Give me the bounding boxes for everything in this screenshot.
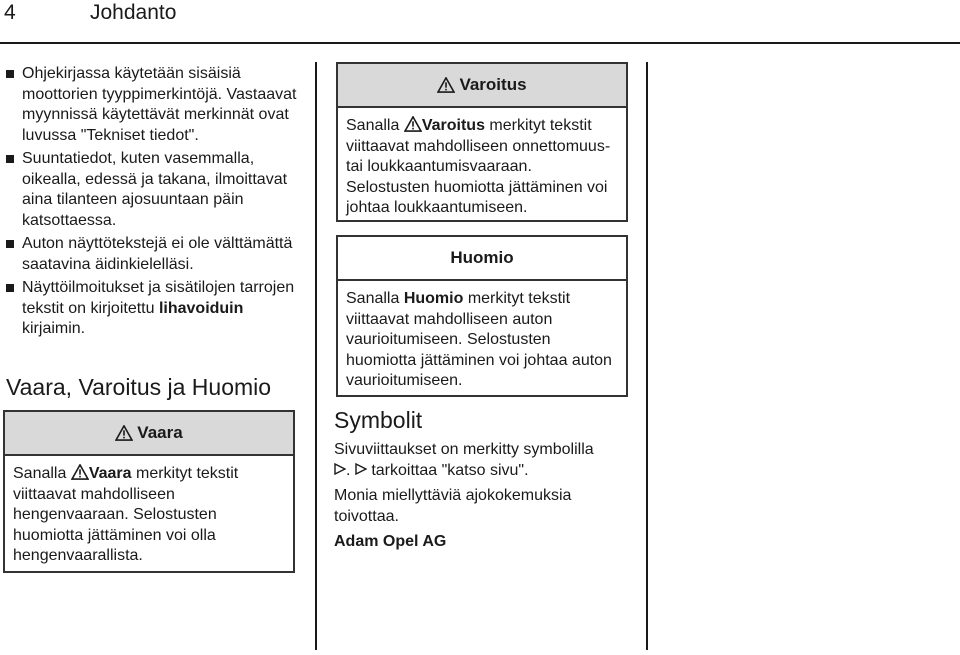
bullet-square-icon xyxy=(6,155,14,163)
warning-box-title: Varoitus xyxy=(459,75,527,94)
danger-box-body: Sanalla Vaara merkityt tekstit viittaavat mahdolliseen hengenvaaraan. Selostusten huomiotta jättäminen voi olla hengenvaarallista. xyxy=(13,465,239,564)
danger-box-header xyxy=(5,412,293,456)
warning-box xyxy=(336,62,628,222)
chapter-title: Johdanto xyxy=(90,1,177,24)
page-number: 4 xyxy=(4,1,16,24)
warning-triangle-icon xyxy=(404,116,422,132)
closing-paragraph: Monia miellyttäviä ajokokemuksia toivottaa. xyxy=(334,487,572,525)
signature: Adam Opel AG xyxy=(334,533,447,550)
bullet-square-icon xyxy=(6,240,14,248)
page-reference-arrow-icon xyxy=(355,463,367,475)
caution-box-header xyxy=(338,237,626,281)
page-header xyxy=(0,0,960,44)
warning-triangle-icon xyxy=(115,425,133,441)
danger-box xyxy=(3,410,295,573)
list-item: Auton näyttötekstejä ei ole välttämättä saatavina äidinkielelläsi. xyxy=(6,234,298,275)
bullet-list xyxy=(6,64,298,343)
list-item: Näyttöilmoitukset ja sisätilojen tarrojen tekstit on kirjoitettu lihavoiduin kirjaimin. xyxy=(6,278,298,340)
symbols-paragraph: Sivuviittaukset on merkitty symbolilla . tarkoittaa "katso sivu". xyxy=(334,441,594,479)
bold-term: lihavoiduin xyxy=(158,299,244,317)
list-item: Ohjekirjassa käytetään sisäisiä moottorien tyyppimerkintöjä. Vastaavat myynnissä käytettävät merkinnät ovat luvussa "Tekniset tiedot". xyxy=(6,64,298,146)
header-rule xyxy=(0,42,960,44)
list-item: Suuntatiedot, kuten vasemmalla, oikealla, edessä ja takana, ilmoittavat aina tilanteen ajosuuntaan päin katsottaessa. xyxy=(6,149,298,231)
warning-box-body: Sanalla Varoitus merkityt tekstit viittaavat mahdolliseen onnettomuus- tai loukkaantumisvaaraan. Selostusten huomiotta jättäminen voi johtaa loukkaantumiseen. xyxy=(346,117,611,216)
column-divider-left xyxy=(315,62,317,650)
bullet-square-icon xyxy=(6,284,14,292)
warning-box-header xyxy=(338,64,626,108)
caution-box xyxy=(336,235,628,397)
symbols-title: Symbolit xyxy=(334,407,423,433)
page-reference-arrow-icon xyxy=(334,463,346,475)
warning-triangle-icon xyxy=(437,77,455,93)
warning-triangle-icon xyxy=(71,464,89,480)
column-divider-right xyxy=(646,62,648,650)
caution-box-title: Huomio xyxy=(450,248,514,267)
danger-box-title: Vaara xyxy=(137,423,183,442)
bullet-square-icon xyxy=(6,70,14,78)
section-title: Vaara, Varoitus ja Huomio xyxy=(6,374,272,400)
caution-box-body: Sanalla Huomio merkityt tekstit viittaavat mahdolliseen auton vaurioitumiseen. Selostusten huomiotta jättäminen voi johtaa auton vaurioitumiseen. xyxy=(346,290,612,389)
